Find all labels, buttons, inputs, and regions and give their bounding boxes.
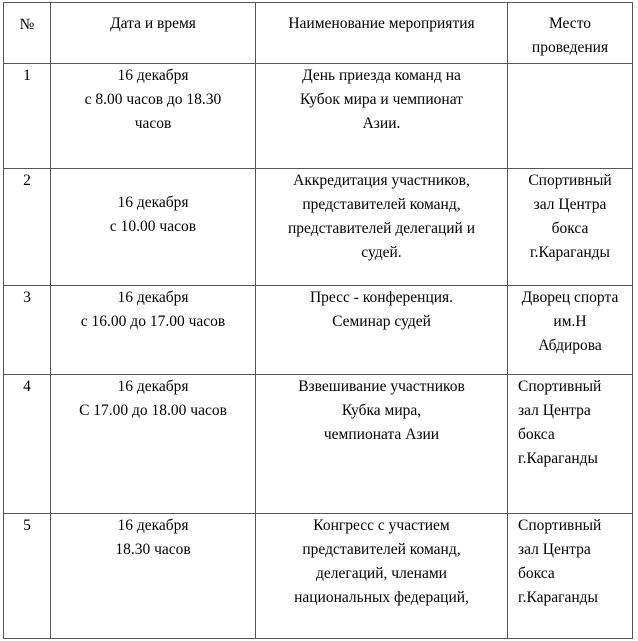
column-header-venue-line1: Место (548, 15, 592, 32)
event-line: представителей команд, (302, 196, 461, 214)
row-event-cell (256, 286, 508, 375)
row-event-cell (256, 169, 508, 286)
time-line: с 8.00 часов до 18.30 (84, 91, 222, 109)
venue-line: бокса (518, 565, 555, 583)
table-row (4, 64, 633, 169)
row-date-cell (51, 375, 256, 514)
venue-city-line: г.Караганды (530, 244, 610, 262)
date-line: 16 декабря (117, 517, 189, 534)
row-number-cell: 1 (4, 64, 51, 169)
column-header-number (4, 3, 51, 64)
event-line: судей. (361, 244, 402, 262)
venue-line: Спортивный (528, 172, 612, 189)
column-header-date-time (51, 3, 256, 64)
date-line: 16 декабря (117, 194, 189, 211)
column-header-number-label: № (19, 16, 35, 33)
row-event-cell (256, 375, 508, 514)
time-line: 18.30 часов (115, 541, 191, 559)
time-line: с 10.00 часов (109, 218, 197, 236)
event-line: делегаций, членами (316, 565, 447, 583)
row-date-cell (51, 514, 256, 639)
time-line-cont: часов (134, 115, 172, 133)
venue-line: Абдирова (538, 337, 602, 355)
time-line: С 17.00 до 18.00 часов (79, 402, 227, 420)
row-venue-cell (508, 286, 633, 375)
row-number-cell: 4 (4, 375, 51, 514)
column-header-event-name-label: Наименование мероприятия (288, 15, 475, 32)
venue-line: Дворец спорта (521, 289, 619, 306)
event-line: Пресс - конференция. (309, 289, 454, 306)
date-line: 16 декабря (117, 378, 189, 395)
row-date-cell (51, 169, 256, 286)
event-line: Аккредитация участников, (293, 172, 470, 189)
event-line: День приезда команд на (302, 67, 461, 84)
time-line: с 16.00 до 17.00 часов (80, 313, 226, 331)
row-venue-cell (508, 169, 633, 286)
table-row (4, 286, 633, 375)
schedule-table-container (3, 2, 632, 639)
event-line: Кубок мира и чемпионат (300, 91, 463, 109)
table-row (4, 514, 633, 639)
event-line: Азии. (362, 115, 401, 133)
row-venue-cell (508, 514, 633, 639)
column-header-event-name (256, 3, 508, 64)
event-line: Семинар судей (332, 313, 431, 331)
venue-line: зал Центра (533, 196, 607, 214)
date-line: 16 декабря (117, 67, 189, 84)
event-line: Конгресс с участием (313, 517, 450, 534)
venue-line: Спортивный (518, 517, 602, 534)
row-venue-cell (508, 375, 633, 514)
venue-line: Спортивный (518, 378, 602, 395)
venue-line: бокса (551, 220, 589, 238)
table-row (4, 375, 633, 514)
schedule-table (3, 2, 633, 639)
row-date-cell (51, 286, 256, 375)
event-line: Кубка мира, (341, 402, 422, 420)
row-number-cell: 3 (4, 286, 51, 375)
event-line: чемпионата Азии (323, 426, 440, 444)
row-number-cell: 2 (4, 169, 51, 286)
date-line: 16 декабря (117, 289, 189, 306)
column-header-venue-line2: проведения (531, 39, 609, 57)
row-date-cell (51, 64, 256, 169)
venue-city-line: г.Караганды (518, 589, 598, 607)
event-line: национальных федераций, (294, 589, 469, 607)
venue-line: им.Н (553, 313, 587, 331)
event-line: представителей делегаций и (287, 220, 476, 238)
column-header-venue (508, 3, 633, 64)
table-header-row (4, 3, 633, 64)
row-event-cell (256, 64, 508, 169)
row-event-cell (256, 514, 508, 639)
venue-city-line: г.Караганды (518, 450, 598, 468)
table-row (4, 169, 633, 286)
venue-line: зал Центра (518, 402, 591, 420)
venue-line: бокса (518, 426, 555, 444)
venue-line: зал Центра (518, 541, 591, 559)
column-header-date-time-label: Дата и время (110, 15, 196, 32)
event-line: представителей команд, (302, 541, 461, 559)
column-header-venue-label (508, 3, 632, 60)
event-line: Взвешивание участников (298, 378, 465, 395)
row-venue-cell (508, 64, 633, 169)
row-number-cell: 5 (4, 514, 51, 639)
